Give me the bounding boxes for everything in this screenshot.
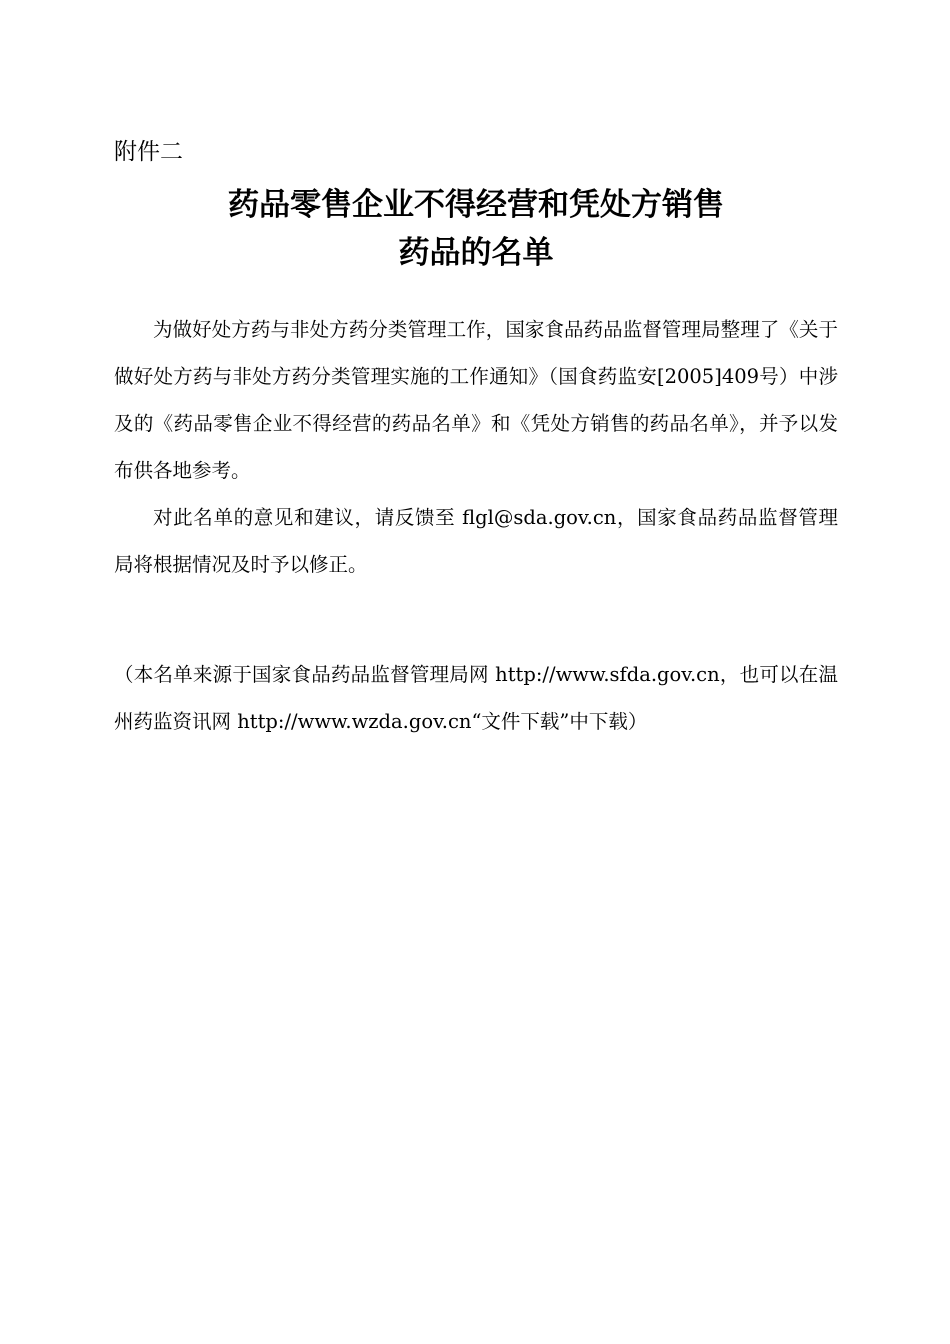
- document-body: [114, 306, 838, 588]
- intro-paragraph: 为做好处方药与非处方药分类管理工作，国家食品药品监督管理局整理了《关于做好处方药与非处方药分类管理实施的工作通知》（国食药监安[2005]409号）中涉及的《药品零售企业不得经营的药品名单》和《凭处方销售的药品名单》，并予以发布供各地参考。: [114, 318, 838, 482]
- document-title: [0, 181, 950, 277]
- source-note: （本名单来源于国家食品药品监督管理局网 http://www.sfda.gov.cn，也可以在温州药监资讯网 http://www.wzda.gov.cn“文件下载”中下载）: [114, 663, 838, 733]
- attachment-label: 附件二: [114, 139, 183, 165]
- title-line-1: 药品零售企业不得经营和凭处方销售: [228, 187, 724, 223]
- title-line-2: 药品的名单: [398, 235, 554, 271]
- feedback-paragraph: 对此名单的意见和建议，请反馈至 flgl@sda.gov.cn，国家食品药品监督管理局将根据情况及时予以修正。: [114, 506, 838, 576]
